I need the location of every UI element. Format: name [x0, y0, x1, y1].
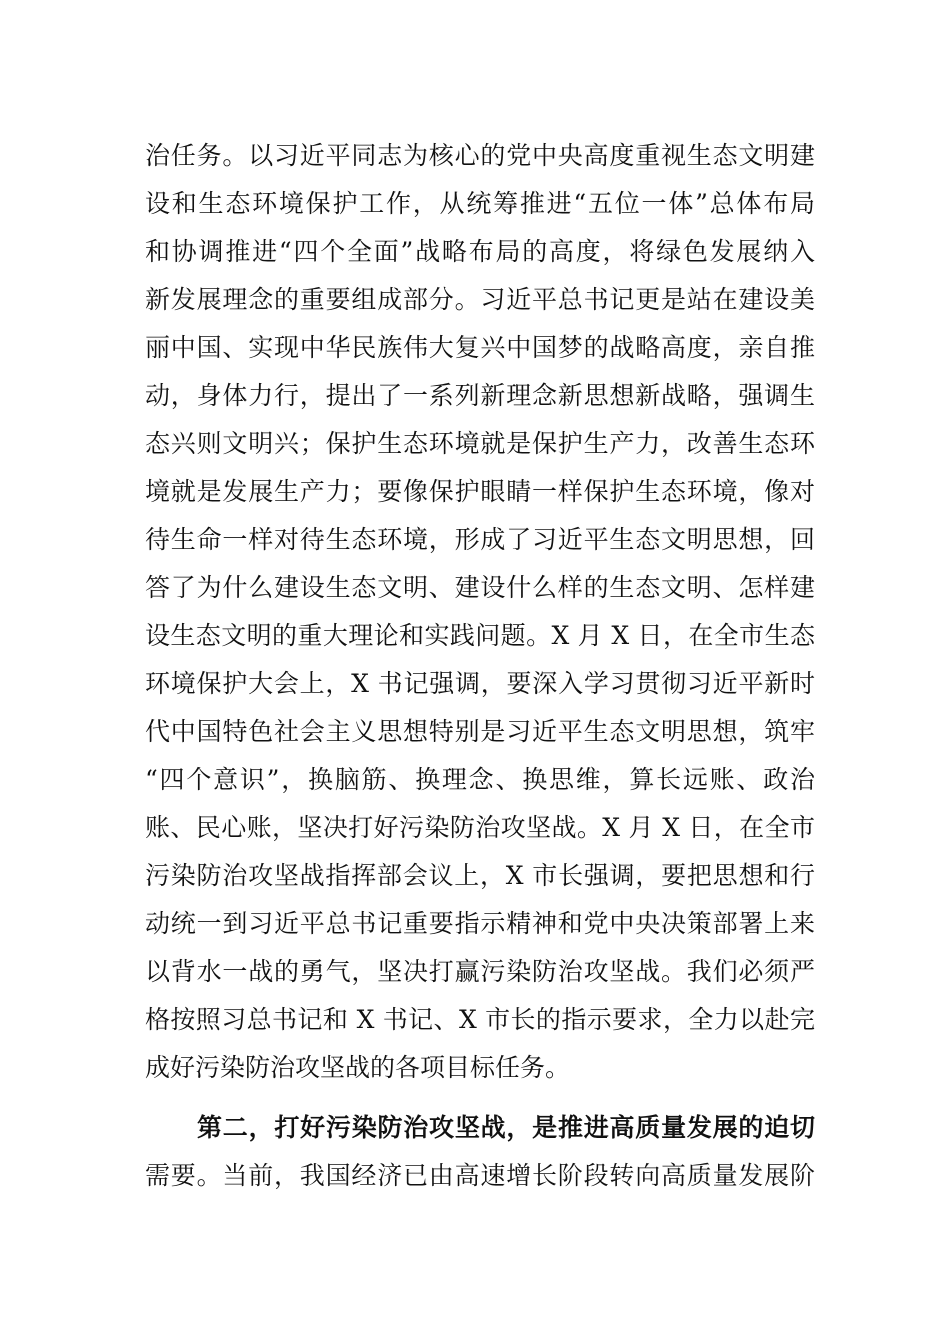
text-line: 设生态文明的重大理论和实践问题。X 月 X 日，在全市生态: [145, 621, 815, 650]
text-line: 代中国特色社会主义思想特别是习近平生态文明思想，筑牢: [145, 717, 815, 746]
text-line: 和协调推进“四个全面”战略布局的高度，将绿色发展纳入: [145, 237, 815, 266]
text-line: 治任务。以习近平同志为核心的党中央高度重视生态文明建: [145, 141, 815, 170]
text-line: 动统一到习近平总书记重要指示精神和党中央决策部署上来: [145, 909, 815, 938]
text-line: 以背水一战的勇气，坚决打赢污染防治攻坚战。我们必须严: [145, 957, 815, 986]
text-line: 境就是发展生产力；要像保护眼睛一样保护生态环境，像对: [145, 477, 815, 506]
text-line: 需要。当前，我国经济已由高速增长阶段转向高质量发展阶: [145, 1161, 815, 1190]
paragraph-end-line: 成好污染防治攻坚战的各项目标任务。: [145, 1053, 571, 1082]
text-line: 格按照习总书记和 X 书记、X 市长的指示要求，全力以赴完: [145, 1005, 815, 1034]
text-line: “四个意识”，换脑筋、换理念、换思维，算长远账、政治: [145, 765, 815, 794]
text-line: 动，身体力行，提出了一系列新理念新思想新战略，强调生: [145, 381, 815, 410]
text-line: 设和生态环境保护工作，从统筹推进“五位一体”总体布局: [145, 189, 815, 218]
text-line: 环境保护大会上，X 书记强调，要深入学习贯彻习近平新时: [145, 669, 815, 698]
text-line: 污染防治攻坚战指挥部会议上，X 市长强调，要把思想和行: [145, 861, 815, 890]
text-line: 答了为什么建设生态文明、建设什么样的生态文明、怎样建: [145, 573, 815, 602]
text-line: 新发展理念的重要组成部分。习近平总书记更是站在建设美: [145, 285, 815, 314]
text-line: 账、民心账，坚决打好污染防治攻坚战。X 月 X 日，在全市: [145, 813, 815, 842]
section-heading-line: 第二，打好污染防治攻坚战，是推进高质量发展的迫切: [197, 1113, 815, 1142]
text-line: 待生命一样对待生态环境，形成了习近平生态文明思想，回: [145, 525, 815, 554]
text-line: 态兴则文明兴；保护生态环境就是保护生产力，改善生态环: [145, 429, 815, 458]
text-line: 丽中国、实现中华民族伟大复兴中国梦的战略高度，亲自推: [145, 333, 815, 362]
